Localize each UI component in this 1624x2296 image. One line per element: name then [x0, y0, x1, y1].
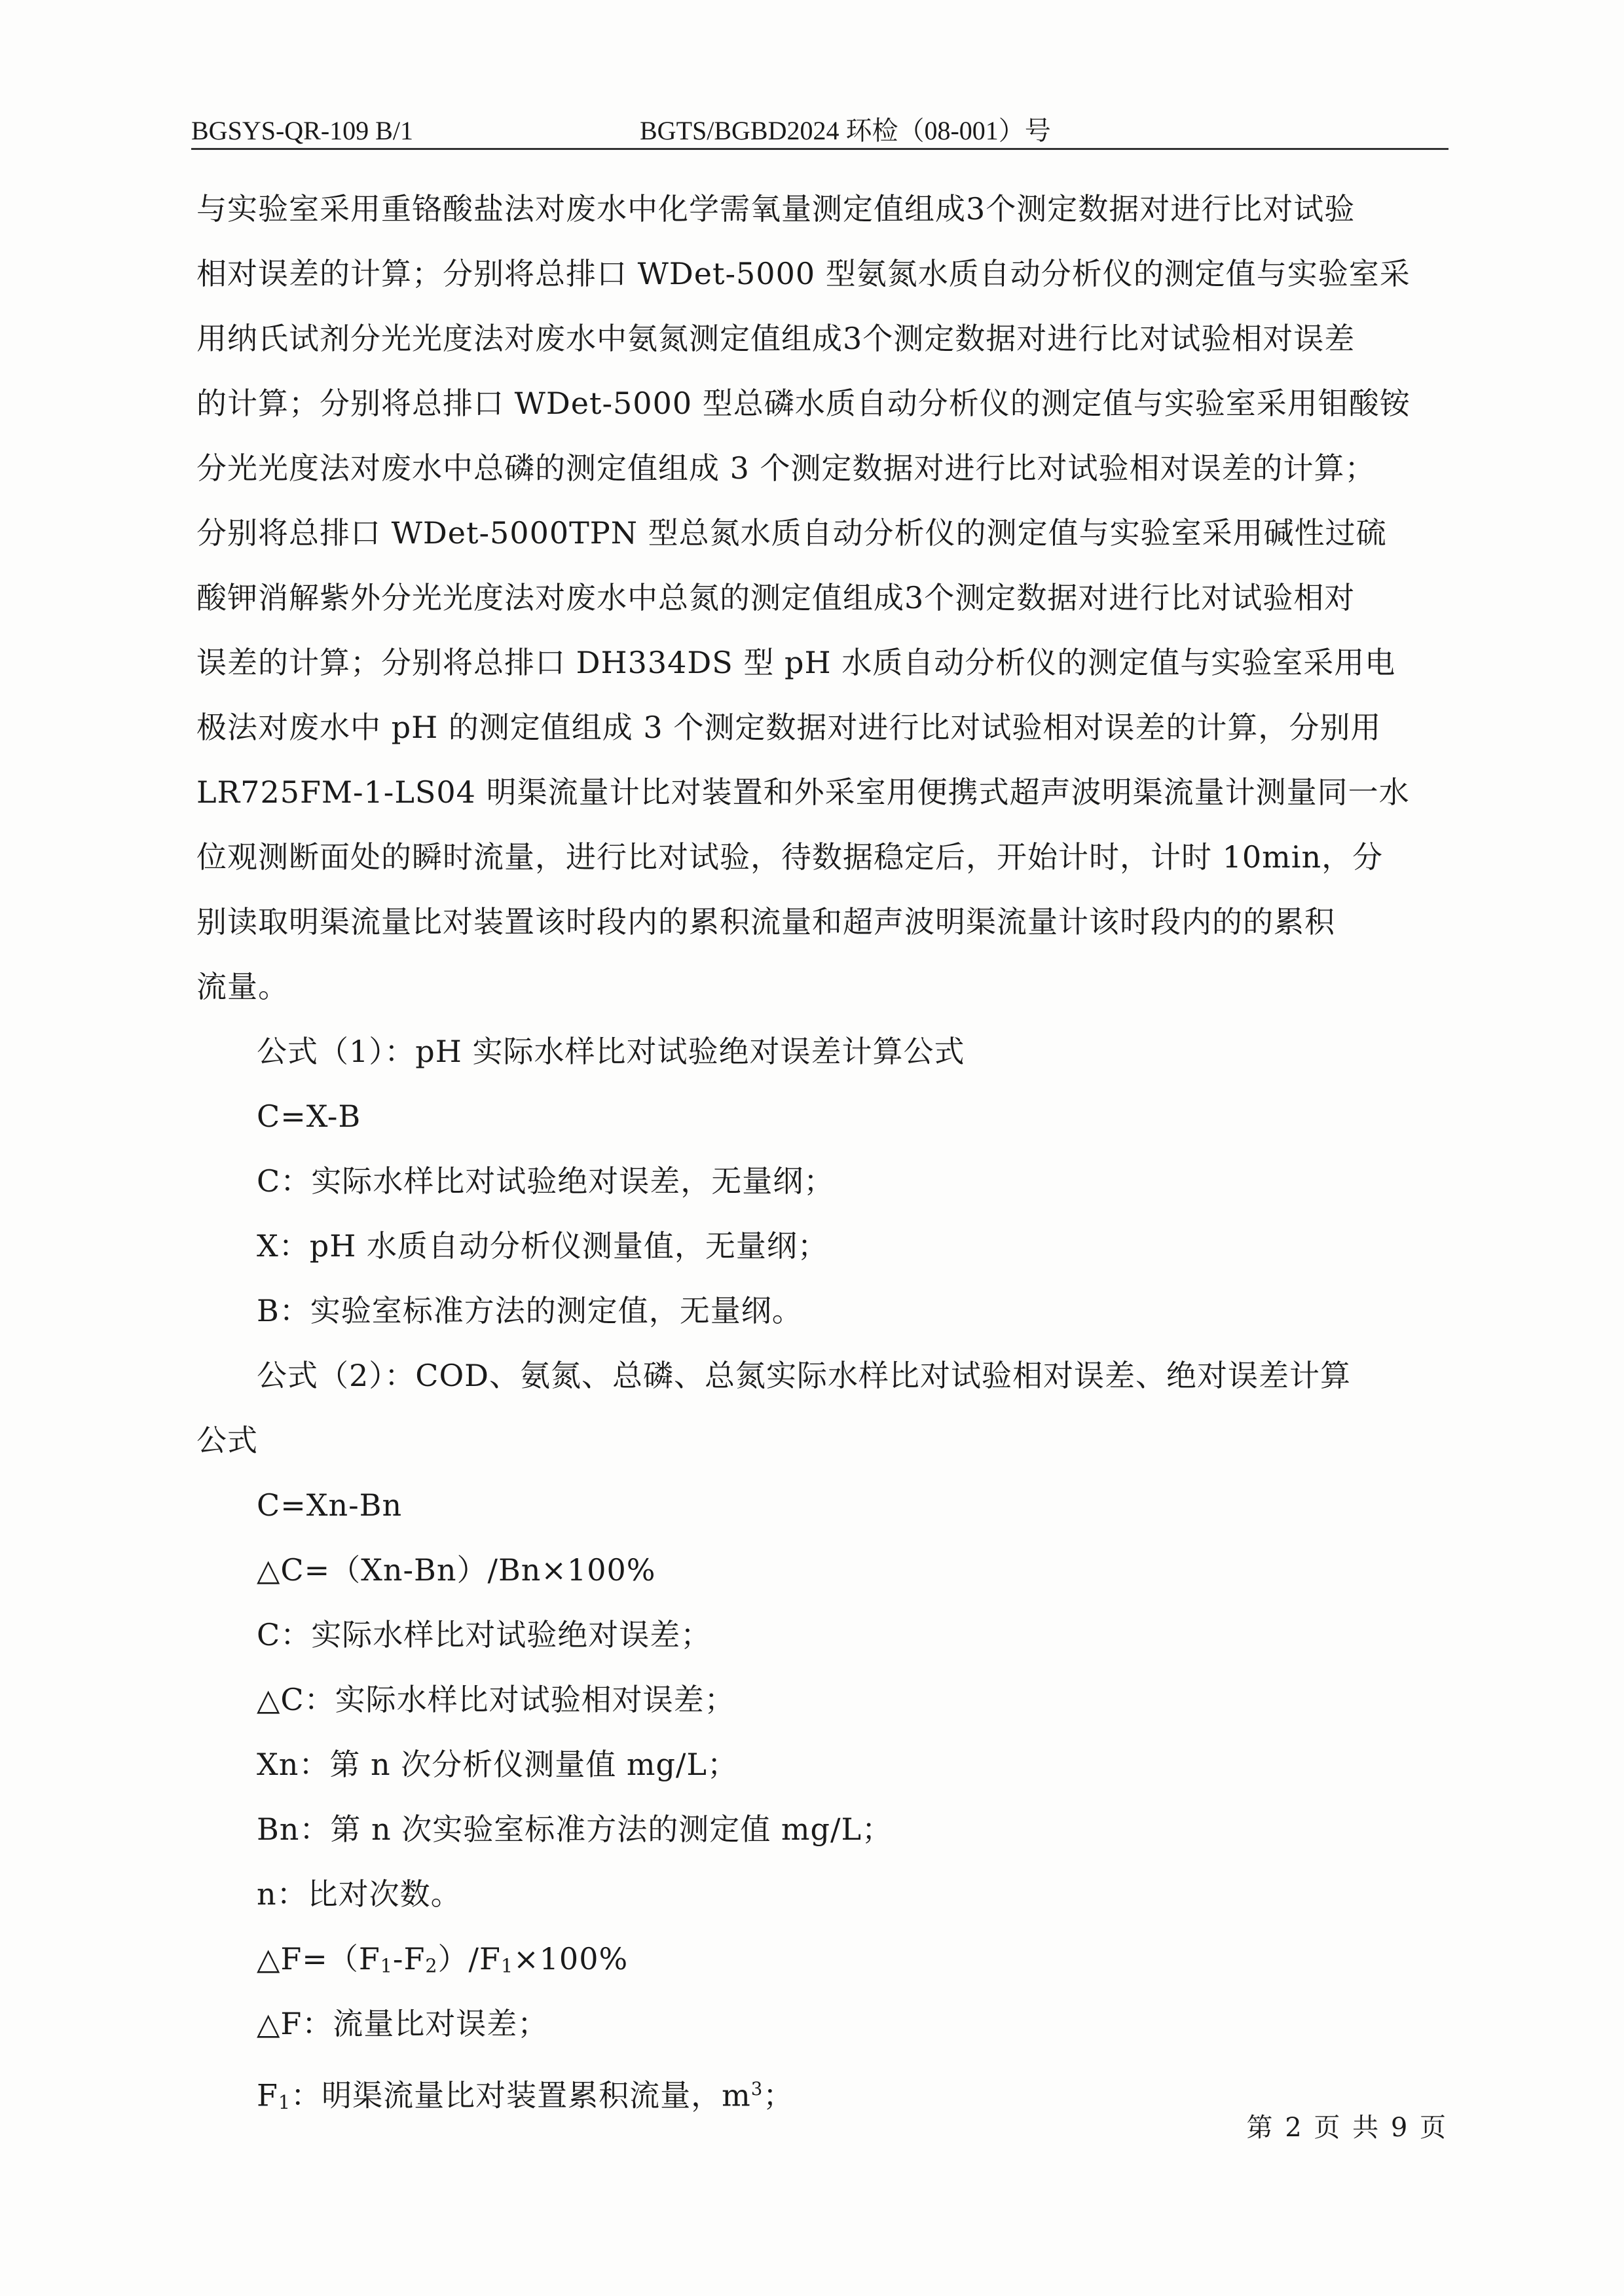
formula2-def-bn: Bn：第 n 次实验室标准方法的测定值 mg/L； [257, 1812, 893, 1847]
formula3-eq-mid2: ）/F [437, 1941, 501, 1977]
formula2-equation2: △C=（Xn-Bn）/Bn×100% [257, 1552, 656, 1588]
formula3-eq-sub3: 1 [500, 1955, 514, 1977]
report-number: BGTS/BGBD2024 环检（08-001）号 [640, 116, 1051, 145]
method-paragraph [196, 177, 1447, 1019]
formula2-title: 公式（2）：COD、氨氮、总磷、总氮实际水样比对试验相对误差、绝对误差计算 [257, 1358, 1352, 1393]
paragraph-line: 分光光度法对废水中总磷的测定值组成 3 个测定数据对进行比对试验相对误差的计算； [196, 450, 1376, 486]
formula3-eq-suffix: ×100% [513, 1941, 629, 1977]
formula1-title: 公式（1）：pH 实际水样比对试验绝对误差计算公式 [257, 1034, 965, 1069]
formula1-def-x: X：pH 水质自动分析仪测量值，无量纲； [257, 1228, 828, 1264]
formula2-def-dc: △C：实际水样比对试验相对误差； [257, 1682, 735, 1717]
formula3-eq-sub1: 1 [380, 1955, 393, 1977]
formula1-def-c: C：实际水样比对试验绝对误差，无量纲； [257, 1163, 835, 1199]
formula3-f1-sup: 3 [750, 2078, 764, 2100]
paragraph-line: 别读取明渠流量比对装置该时段内的累积流量和超声波明渠流量计该时段内的的累积 [196, 904, 1335, 939]
paragraph-line: 位观测断面处的瞬时流量，进行比对试验，待数据稳定后，开始计时，计时 10min，分 [196, 839, 1384, 875]
formula3-eq-sub2: 2 [425, 1955, 438, 1977]
formula2-def-n: n：比对次数。 [257, 1876, 462, 1912]
page-number: 第 2 页 共 9 页 [1246, 2113, 1446, 2143]
formula2-def-xn: Xn：第 n 次分析仪测量值 mg/L； [257, 1747, 738, 1782]
header-divider [191, 148, 1449, 150]
document-id: BGSYS-QR-109 B/1 [191, 116, 413, 145]
formula3-eq-mid1: -F [392, 1941, 426, 1977]
paragraph-line: 用纳氏试剂分光光度法对废水中氨氮测定值组成3个测定数据对进行比对试验相对误差 [196, 321, 1356, 356]
paragraph-line: 相对误差的计算；分别将总排口 WDet-5000 型氨氮水质自动分析仪的测定值与实验室采 [196, 256, 1411, 291]
formula3-eq-prefix: △F=（F [257, 1941, 380, 1977]
paragraph-line: 的计算；分别将总排口 WDet-5000 型总磷水质自动分析仪的测定值与实验室采用钼酸铵 [196, 386, 1411, 421]
document-body [196, 177, 1447, 2121]
formula3-f1-end: ； [763, 2077, 794, 2113]
formula3-equation [196, 1927, 1447, 1992]
formula1-equation: C=X-B [257, 1099, 361, 1134]
paragraph-line: 流量。 [196, 969, 289, 1004]
paragraph-line: 分别将总排口 WDet-5000TPN 型总氮水质自动分析仪的测定值与实验室采用碱性过硫 [196, 515, 1387, 551]
formula3-f1-sub: 1 [278, 2091, 291, 2113]
formula3-f1-symbol: F [257, 2077, 278, 2113]
paragraph-line: 酸钾消解紫外分光光度法对废水中总氮的测定值组成3个测定数据对进行比对试验相对 [196, 580, 1356, 615]
formula2-title-cont: 公式 [196, 1423, 258, 1458]
paragraph-line: 与实验室采用重铬酸盐法对废水中化学需氧量测定值组成3个测定数据对进行比对试验 [196, 191, 1356, 227]
formula2-def-c: C：实际水样比对试验绝对误差； [257, 1617, 712, 1652]
paragraph-line: 极法对废水中 pH 的测定值组成 3 个测定数据对进行比对试验相对误差的计算，分别用 [196, 710, 1382, 745]
formula2-equation1: C=Xn-Bn [257, 1487, 403, 1523]
formula1-def-b: B：实验室标准方法的测定值，无量纲。 [257, 1293, 803, 1328]
paragraph-line: 误差的计算；分别将总排口 DH334DS 型 pH 水质自动分析仪的测定值与实验室采用电 [196, 645, 1396, 680]
formula3-def-df: △F：流量比对误差； [257, 2006, 549, 2041]
paragraph-line: LR725FM-1-LS04 明渠流量计比对装置和外采室用便携式超声波明渠流量计测量同一水 [196, 774, 1410, 810]
page-header [191, 111, 1449, 151]
formula3-f1-text: ：明渠流量比对装置累积流量，m [291, 2077, 751, 2113]
